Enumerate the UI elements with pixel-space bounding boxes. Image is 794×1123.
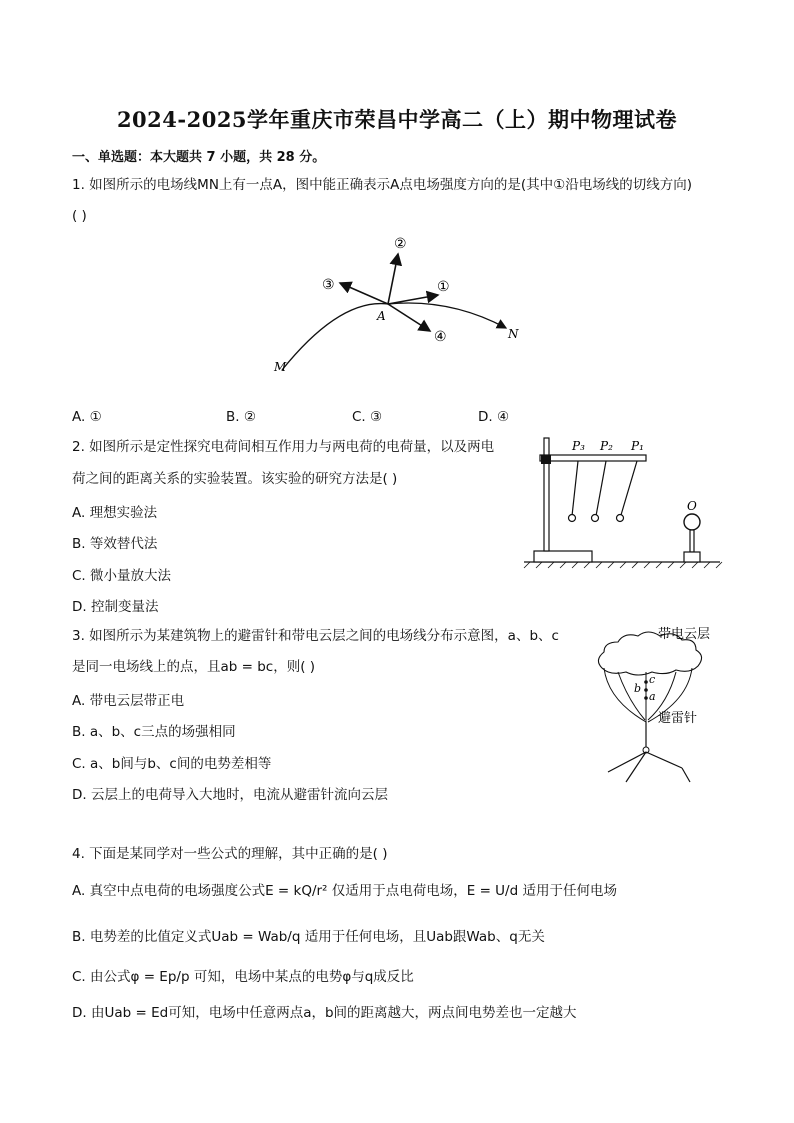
q3-option-a[interactable]: A. 带电云层带正电 (72, 693, 185, 709)
q2-apparatus-figure (520, 430, 724, 570)
label-1: ① (437, 279, 450, 295)
label-4: ④ (434, 329, 447, 345)
label-o: O (687, 499, 697, 513)
label-rod: 避雷针 (658, 711, 698, 726)
q4-option-d[interactable]: D. 由Uab = Ed可知，电场中任意两点a，b间的距离越大，两点间电势差也一定越大 (72, 1005, 577, 1021)
label-b: b (634, 682, 642, 695)
label-cloud: 带电云层 (658, 627, 711, 642)
label-3: ③ (322, 277, 335, 293)
q2-option-c[interactable]: C. 微小量放大法 (72, 568, 172, 584)
q3-stem-line1: 3. 如图所示为某建筑物上的避雷针和带电云层之间的电场线分布示意图，a、b、c (72, 628, 559, 644)
q3-lightning-rod-figure (590, 620, 730, 785)
q1-field-line-figure (270, 228, 530, 378)
q4-option-c[interactable]: C. 由公式φ = Ep/p 可知，电场中某点的电势φ与q成反比 (72, 969, 414, 985)
q4-option-a[interactable]: A. 真空中点电荷的电场强度公式E = kQ/r² 仅适用于点电荷电场，E = U/d 适用于任何电场 (72, 883, 617, 899)
label-a: A (377, 309, 386, 323)
q4-stem: 4. 下面是某同学对一些公式的理解，其中正确的是( ) (72, 846, 388, 862)
q1-stem-line1: 1. 如图所示的电场线MN上有一点A，图中能正确表示A点电场强度方向的是(其中①沿电场线的切线方向) (72, 177, 693, 193)
label-p3: P₃ (572, 439, 585, 453)
arrow-3 (340, 283, 388, 304)
arrow-4 (388, 304, 430, 331)
q1-option-a[interactable]: A. ① (72, 409, 102, 425)
q1-option-d[interactable]: D. ④ (478, 409, 510, 425)
section-heading: 一、单选题：本大题共 7 小题，共 28 分。 (72, 150, 326, 165)
q2-option-b[interactable]: B. 等效替代法 (72, 536, 158, 552)
label-a-point: a (649, 690, 656, 703)
q1-option-b[interactable]: B. ② (226, 409, 256, 425)
q1-option-c[interactable]: C. ③ (352, 409, 383, 425)
q2-option-a[interactable]: A. 理想实验法 (72, 505, 158, 521)
q3-option-d[interactable]: D. 云层上的电荷导入大地时，电流从避雷针流向云层 (72, 787, 388, 803)
q1-stem-line2: ( ) (72, 208, 87, 224)
label-p1: P₁ (631, 439, 644, 453)
label-p2: P₂ (600, 439, 613, 453)
page-title: 2024-2025学年重庆市荣昌中学高二（上）期中物理试卷 (116, 107, 678, 132)
q3-option-b[interactable]: B. a、b、c三点的场强相同 (72, 724, 236, 740)
q3-option-c[interactable]: C. a、b间与b、c间的电势差相等 (72, 756, 272, 772)
label-c: c (649, 673, 656, 686)
arrow-2 (388, 254, 398, 304)
q4-option-b[interactable]: B. 电势差的比值定义式Uab = Wab/q 适用于任何电场，且Uab跟Wab、q无关 (72, 929, 545, 945)
q2-option-d[interactable]: D. 控制变量法 (72, 599, 159, 615)
label-n: N (508, 327, 519, 341)
q3-stem-line2: 是同一电场线上的点，且ab = bc，则( ) (72, 659, 316, 675)
field-line-mn (282, 303, 506, 370)
label-m: M (274, 360, 287, 374)
label-2: ② (394, 236, 407, 252)
q2-stem-line2: 荷之间的距离关系的实验装置。该实验的研究方法是( ) (72, 471, 398, 487)
q2-stem-line1: 2. 如图所示是定性探究电荷间相互作用力与两电荷的电荷量，以及两电 (72, 439, 495, 455)
